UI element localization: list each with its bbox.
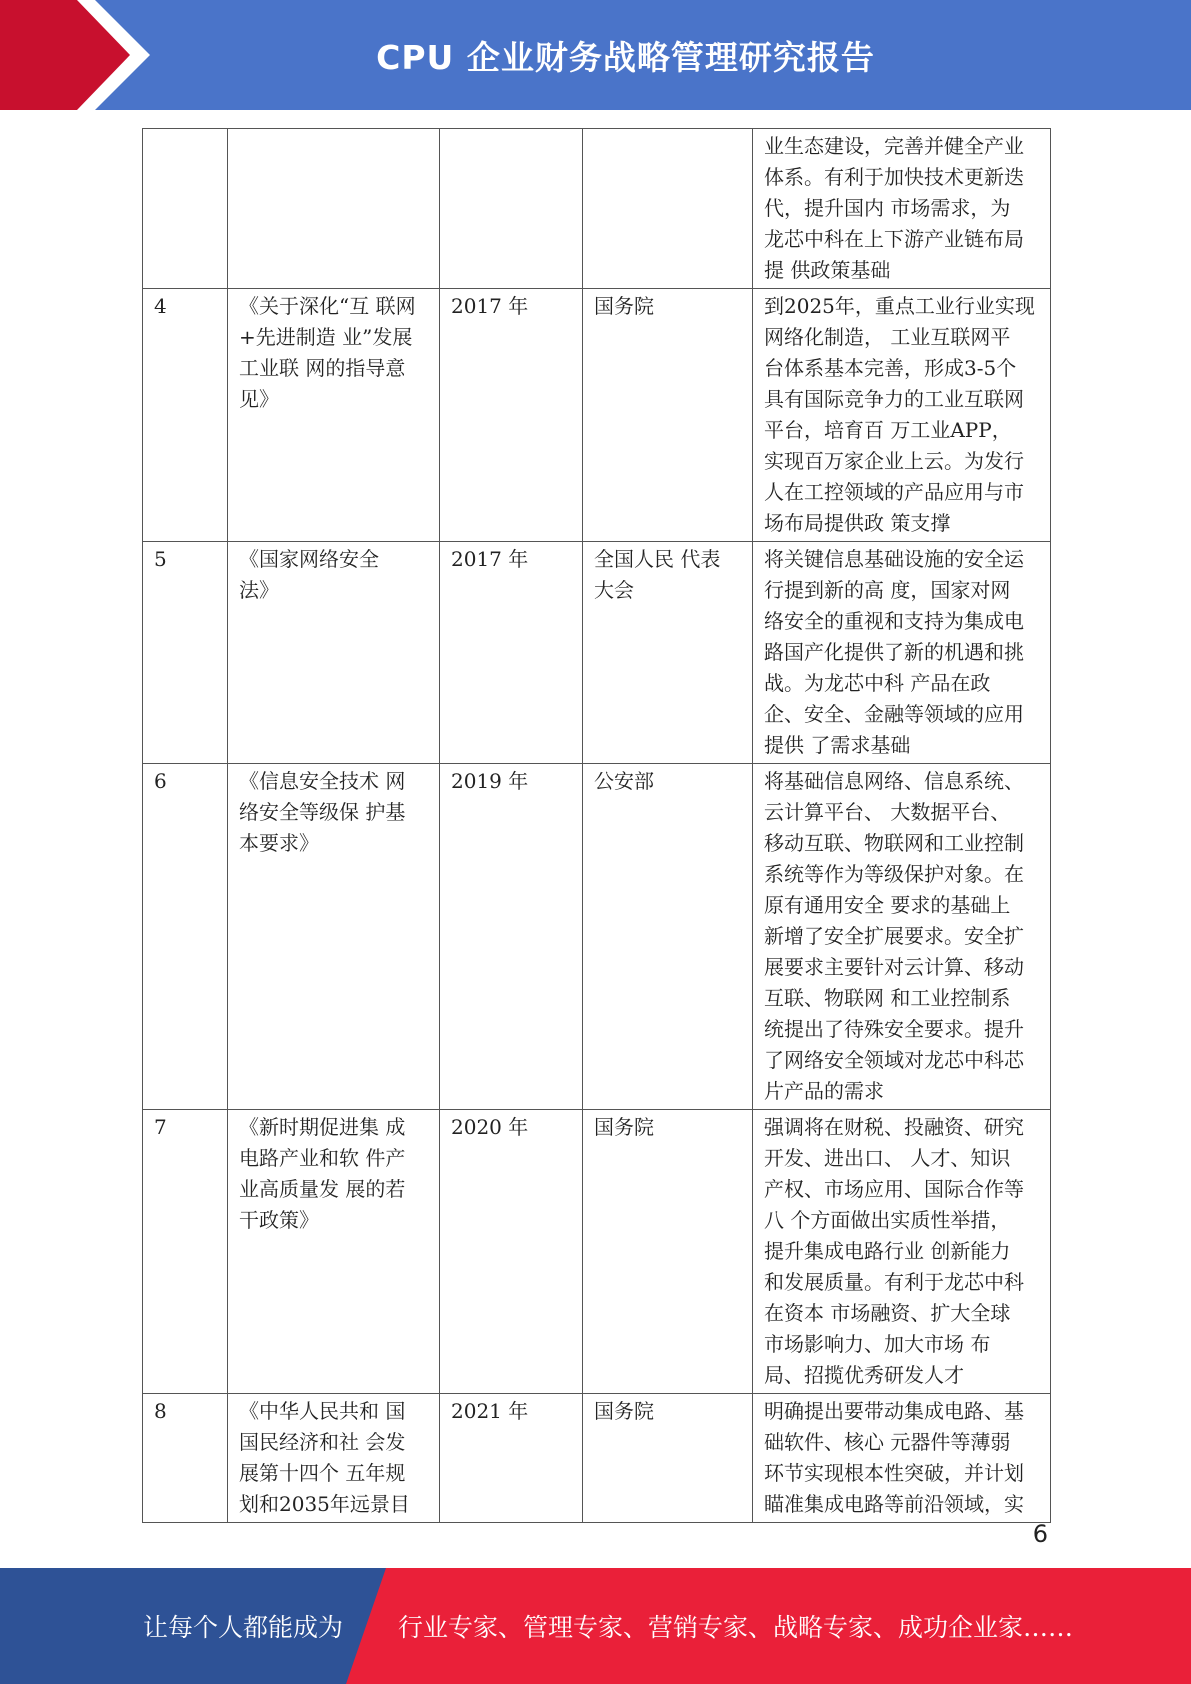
- cell-text-line: 展第十四个 五年规: [239, 1461, 406, 1485]
- cell-text-line: 和发展质量。有利于龙芯中科: [764, 1270, 1024, 1294]
- cell-text-line: 云计算平台、 大数据平台、: [764, 800, 1011, 824]
- cell-text-line: 产权、市场应用、国际合作等: [764, 1177, 1024, 1201]
- cell-text-line: 《信息安全技术 网: [239, 769, 406, 793]
- cell-number: [143, 1110, 228, 1394]
- cell-text-line: 互联、物联网 和工业控制系: [764, 986, 1011, 1010]
- cell-text-line: 人在工控领域的产品应用与市: [764, 480, 1024, 504]
- cell-text-line: 国务院: [594, 1399, 654, 1423]
- cell-text: 4: [154, 294, 167, 318]
- cell-text-line: 国务院: [594, 1115, 654, 1139]
- page-header: [0, 0, 1191, 110]
- table-row: [143, 1394, 1051, 1523]
- cell-text-line: 片产品的需求: [764, 1079, 884, 1103]
- cell-issuer: [583, 1394, 753, 1523]
- cell-text: 2017 年: [451, 547, 529, 571]
- cell-text-line: 提升集成电路行业 创新能力: [764, 1239, 1011, 1263]
- cell-description: [753, 1394, 1051, 1523]
- cell-number: [143, 542, 228, 764]
- cell-text-line: 明确提出要带动集成电路、基: [764, 1399, 1024, 1423]
- table-row: [143, 1110, 1051, 1394]
- cell-text-line: 在资本 市场融资、扩大全球: [764, 1301, 1011, 1325]
- cell-text-line: 大会: [594, 578, 634, 602]
- footer-slogan-right: 行业专家、管理专家、营销专家、战略专家、成功企业家……: [398, 1613, 1074, 1642]
- cell-text-line: 提供 了需求基础: [764, 733, 911, 757]
- cell-text: 2019 年: [451, 769, 529, 793]
- table-row: [143, 542, 1051, 764]
- cell-text-line: +先进制造 业”发展: [239, 325, 413, 349]
- cell-text: 7: [154, 1115, 167, 1139]
- cell-text-line: 《国家网络安全: [239, 547, 379, 571]
- page-footer: [0, 1568, 1191, 1684]
- cell-number: [143, 289, 228, 542]
- cell-text: 6: [154, 769, 167, 793]
- cell-text-line: 行提到新的高 度，国家对网: [764, 578, 1011, 602]
- cell-text-line: 《新时期促进集 成: [239, 1115, 406, 1139]
- cell-policy-name: [228, 1110, 440, 1394]
- cell-text-line: 八 个方面做出实质性举措，: [764, 1208, 1011, 1232]
- cell-description: [753, 542, 1051, 764]
- cell-text-line: 《中华人民共和 国: [239, 1399, 406, 1423]
- cell-description: [753, 289, 1051, 542]
- cell-text-line: 市场影响力、加大市场 布: [764, 1332, 991, 1356]
- footer-slogan-left: 让每个人都能成为: [143, 1613, 344, 1642]
- cell-text: 2021 年: [451, 1399, 529, 1423]
- page-number: 6: [1032, 1520, 1048, 1548]
- cell-text-line: 《关于深化“互 联网: [239, 294, 416, 318]
- cell-issuer: [583, 1110, 753, 1394]
- cell-text-line: 全国人民 代表: [594, 547, 721, 571]
- report-title: CPU 企业财务战略管理研究报告: [376, 37, 875, 77]
- cell-policy-name: [228, 542, 440, 764]
- cell-text-line: 体系。有利于加快技术更新迭: [764, 165, 1024, 189]
- cell-year: [440, 129, 583, 289]
- cell-text-line: 平台，培育百 万工业APP，: [764, 418, 1012, 442]
- cell-text-line: 企、安全、金融等领域的应用: [764, 702, 1024, 726]
- cell-number: [143, 764, 228, 1110]
- cell-text-line: 强调将在财税、投融资、研究: [764, 1115, 1024, 1139]
- cell-description: [753, 1110, 1051, 1394]
- cell-text-line: 环节实现根本性突破，并计划: [764, 1461, 1024, 1485]
- table-row: [143, 289, 1051, 542]
- cell-description: [753, 764, 1051, 1110]
- table-row: [143, 129, 1051, 289]
- cell-text-line: 了网络安全领域对龙芯中科芯: [764, 1048, 1024, 1072]
- cell-text-line: 到2025年，重点工业行业实现: [764, 294, 1035, 318]
- cell-text-line: 将关键信息基础设施的安全运: [764, 547, 1024, 571]
- cell-text-line: 网络化制造， 工业互联网平: [764, 325, 1011, 349]
- cell-text: 8: [154, 1399, 167, 1423]
- cell-text-line: 础软件、核心 元器件等薄弱: [764, 1430, 1011, 1454]
- cell-year: [440, 542, 583, 764]
- cell-number: [143, 1394, 228, 1523]
- cell-text-line: 台体系基本完善，形成3-5个: [764, 356, 1017, 380]
- cell-text-line: 国务院: [594, 294, 654, 318]
- cell-text-line: 络安全的重视和支持为集成电: [764, 609, 1024, 633]
- cell-text-line: 开发、进出口、 人才、知识: [764, 1146, 1011, 1170]
- cell-text-line: 划和2035年远景目: [239, 1492, 410, 1516]
- cell-policy-name: [228, 129, 440, 289]
- cell-text-line: 原有通用安全 要求的基础上: [764, 893, 1011, 917]
- cell-text-line: 工业联 网的指导意: [239, 356, 406, 380]
- cell-issuer: [583, 129, 753, 289]
- cell-policy-name: [228, 1394, 440, 1523]
- cell-text-line: 法》: [239, 578, 279, 602]
- cell-text-line: 具有国际竞争力的工业互联网: [764, 387, 1024, 411]
- cell-text: 2017 年: [451, 294, 529, 318]
- cell-issuer: [583, 764, 753, 1110]
- cell-text-line: 展要求主要针对云计算、移动: [764, 955, 1024, 979]
- cell-text-line: 新增了安全扩展要求。安全扩: [764, 924, 1024, 948]
- cell-text-line: 业高质量发 展的若: [239, 1177, 406, 1201]
- cell-text-line: 代，提升国内 市场需求，为: [764, 196, 1011, 220]
- cell-year: [440, 289, 583, 542]
- policy-table: [142, 128, 1051, 1523]
- cell-text-line: 将基础信息网络、信息系统、: [764, 769, 1024, 793]
- header-arrow-decoration: [0, 0, 150, 110]
- cell-text-line: 本要求》: [239, 831, 319, 855]
- cell-text-line: 干政策》: [239, 1208, 319, 1232]
- cell-text-line: 系统等作为等级保护对象。在: [764, 862, 1024, 886]
- cell-text: 5: [154, 547, 167, 571]
- cell-text: 2020 年: [451, 1115, 529, 1139]
- cell-year: [440, 1394, 583, 1523]
- cell-text-line: 国民经济和社 会发: [239, 1430, 406, 1454]
- cell-policy-name: [228, 764, 440, 1110]
- cell-text-line: 络安全等级保 护基: [239, 800, 406, 824]
- cell-text-line: 实现百万家企业上云。为发行: [764, 449, 1024, 473]
- cell-issuer: [583, 542, 753, 764]
- cell-text-line: 瞄准集成电路等前沿领域，实: [764, 1492, 1024, 1516]
- cell-text-line: 战。为龙芯中科 产品在政: [764, 671, 991, 695]
- cell-text-line: 公安部: [594, 769, 654, 793]
- cell-policy-name: [228, 289, 440, 542]
- cell-year: [440, 764, 583, 1110]
- cell-year: [440, 1110, 583, 1394]
- cell-text-line: 路国产化提供了新的机遇和挑: [764, 640, 1024, 664]
- cell-text-line: 统提出了待殊安全要求。提升: [764, 1017, 1024, 1041]
- table-row: [143, 764, 1051, 1110]
- cell-description: [753, 129, 1051, 289]
- cell-text-line: 龙芯中科在上下游产业链布局: [764, 227, 1024, 251]
- cell-text-line: 见》: [239, 387, 279, 411]
- cell-text-line: 场布局提供政 策支撑: [764, 511, 951, 535]
- cell-issuer: [583, 289, 753, 542]
- cell-text-line: 移动互联、物联网和工业控制: [764, 831, 1024, 855]
- cell-text-line: 业生态建设，完善并健全产业: [764, 134, 1024, 158]
- cell-number: [143, 129, 228, 289]
- cell-text-line: 提 供政策基础: [764, 258, 891, 282]
- cell-text-line: 局、招揽优秀研发人才: [764, 1363, 964, 1387]
- cell-text-line: 电路产业和软 件产: [239, 1146, 406, 1170]
